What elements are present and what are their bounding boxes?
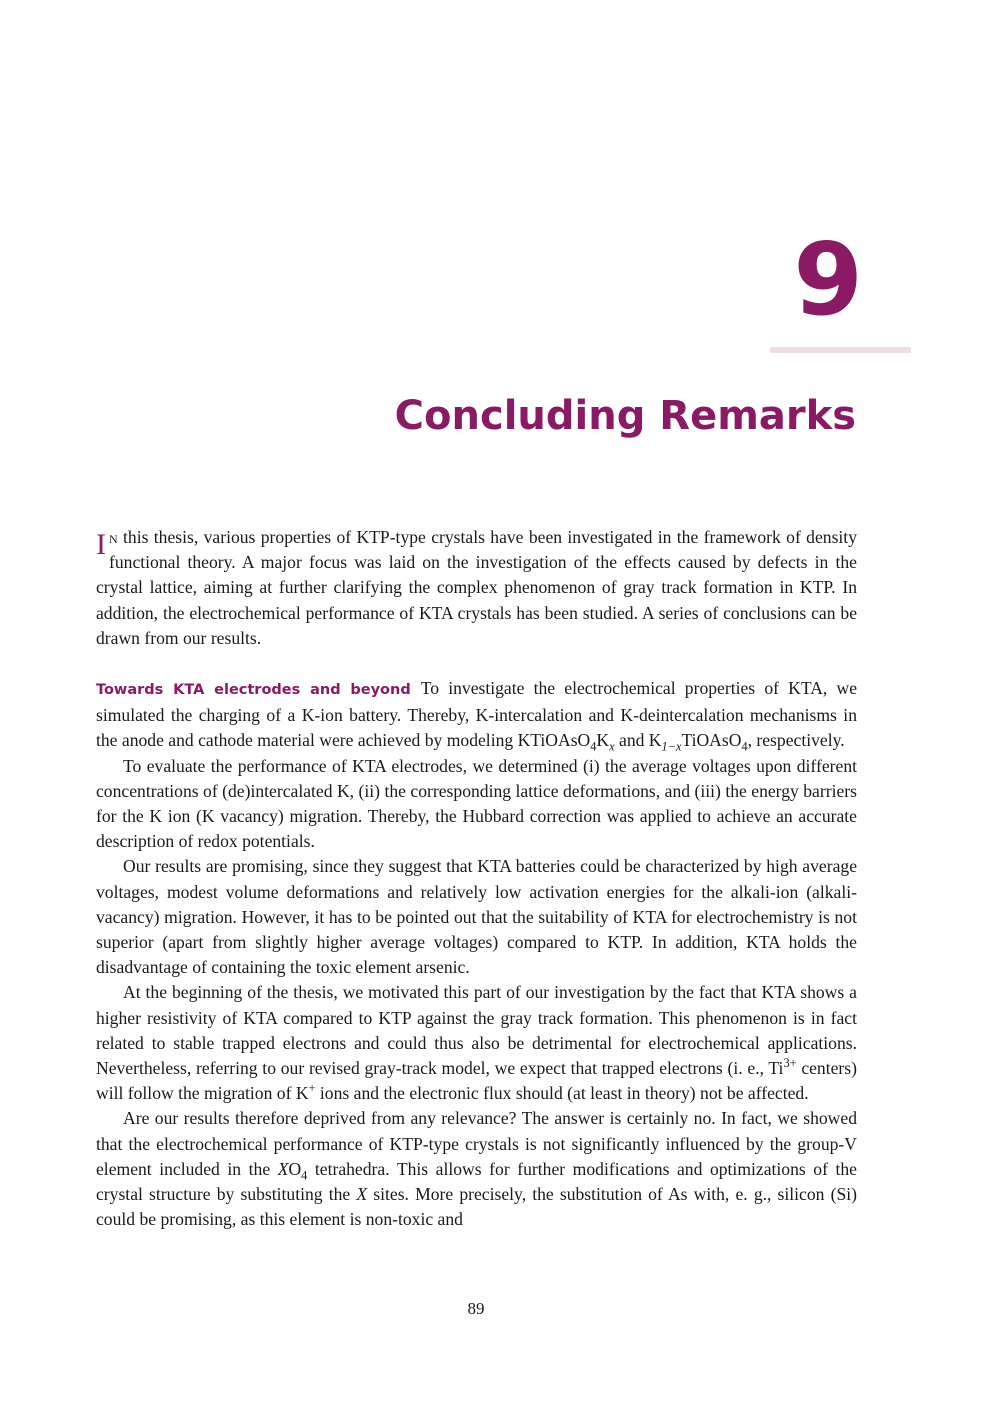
chapter-title: Concluding Remarks	[394, 393, 856, 439]
p1-text-e: , respectively.	[747, 730, 845, 751]
p5-text-b: X	[277, 1158, 289, 1179]
body-text	[96, 525, 857, 1232]
p1-sub-b: x	[609, 739, 615, 754]
section-paragraph-2: To evaluate the performance of KTA electrodes, we determined (i) the average voltages upon different concentrations of (de)intercalated K, (ii) the corresponding lattice deformations, and (iii) the energy barriers for the K ion (K vacancy) migration. Thereby, the Hubbard correction was applied to achieve an accurate description of redox potentials.	[96, 755, 857, 852]
p5-text-e: X	[356, 1184, 368, 1205]
section-paragraph-5	[96, 1106, 857, 1232]
drop-cap: I	[96, 528, 106, 561]
paragraph-heading: Towards KTA electrodes and beyond	[96, 682, 411, 699]
p5-text-c: O	[288, 1158, 302, 1179]
p1-sub-a: 4	[590, 739, 597, 754]
p4-text-b: centers) will follow the migration of K	[96, 1058, 857, 1104]
intro-lead: n	[109, 527, 118, 547]
p4-sup-a: 3+	[783, 1056, 797, 1071]
p5-text-a: Are our results therefore deprived from any relevance? The answer is certainly no. In fact, we showed that the electrochemical performance of KTP-type crystals is not significantly influenced by the group-V element included in the	[96, 1108, 857, 1179]
chapter-number: 9	[793, 221, 863, 338]
p5-text-f: sites. More precisely, the substitution of As with, e. g., silicon (Si) could be promising, as this element is non-toxic and	[96, 1184, 857, 1230]
section-paragraph-1	[96, 676, 857, 754]
p1-text-c: and K	[614, 730, 662, 751]
section-paragraph-4	[96, 980, 857, 1106]
p1-sub-c: 1−x	[661, 739, 682, 754]
intro-text: this thesis, various properties of KTP-type crystals have been investigated in the framework of density functional theory. A major focus was laid on the investigation of the effects caused by defects in the crystal lattice, aiming at further clarifying the complex phenomenon of gray track formation in KTP. In addition, the electrochemical performance of KTA crystals has been studied. A series of conclusions can be drawn from our results.	[96, 527, 857, 648]
p1-text-b: K	[596, 730, 610, 751]
p1-text-a: To investigate the electrochemical properties of KTA, we simulated the charging of a K-ion battery. Thereby, K-intercalation and K-deintercalation mechanisms in the anode and cathode material were achieved by modeling KTiOAsO	[96, 678, 857, 751]
p4-text-a: At the beginning of the thesis, we motivated this part of our investigation by the fact that KTA shows a higher resistivity of KTA compared to KTP against the gray track formation. This phenomenon is in fact related to stable trapped electrons and could thus also be detrimental for electrochemical applications. Nevertheless, referring to our revised gray-track model, we expect that trapped electrons (i. e., Ti	[96, 982, 857, 1079]
section-paragraph-3: Our results are promising, since they suggest that KTA batteries could be characterized by high average voltages, modest volume deformations and relatively low activation energies for the alkali-ion (alkali-vacancy) migration. However, it has to be pointed out that the suitability of KTA for electrochemistry is not superior (apart from slightly higher average voltages) compared to KTP. In addition, KTA holds the disadvantage of containing the toxic element arsenic.	[96, 856, 857, 978]
page-number: 89	[467, 1299, 485, 1318]
p5-sub-c: 4	[301, 1168, 308, 1183]
chapter-rule	[770, 347, 911, 353]
p1-sub-d: 4	[741, 739, 748, 754]
p4-text-c: ions and the electronic flux should (at least in theory) not be affected.	[315, 1083, 809, 1104]
p5-text-d: tetrahedra. This allows for further modifications and optimizations of the crystal structure by substituting the	[96, 1158, 857, 1205]
p1-text-d: TiOAsO	[681, 730, 742, 751]
p4-sup-b: +	[308, 1081, 316, 1096]
intro-paragraph	[96, 525, 857, 651]
